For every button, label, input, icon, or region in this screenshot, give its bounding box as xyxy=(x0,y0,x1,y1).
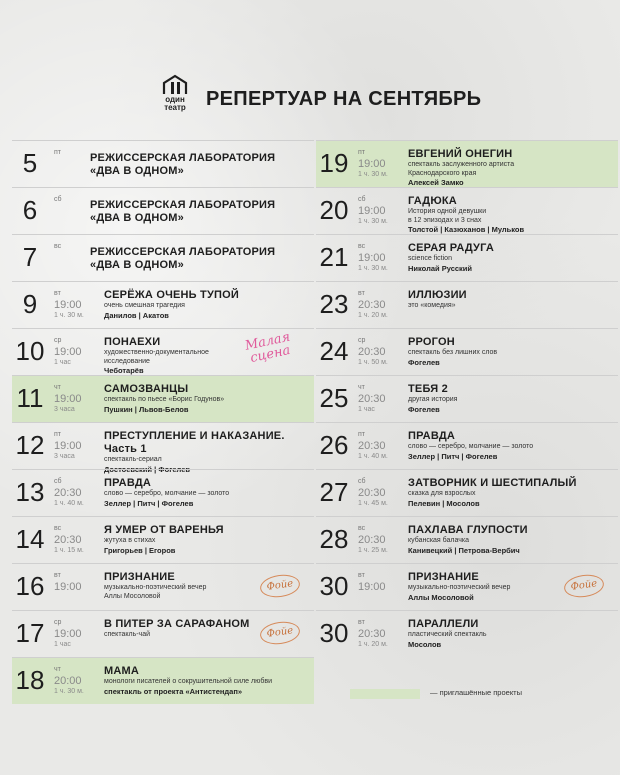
weekday: вт xyxy=(358,290,365,297)
day-number: 11 xyxy=(16,383,44,413)
performance-title: РЕЖИССЕРСКАЯ ЛАБОРАТОРИЯ «ДВА В ОДНОМ» xyxy=(90,199,276,224)
day-number: 7 xyxy=(22,242,38,272)
show-time: 20:30 xyxy=(358,299,386,311)
day-number: 6 xyxy=(22,195,38,225)
duration: 1 ч. 20 м. xyxy=(358,312,388,319)
performance-title: РРОГОН xyxy=(408,336,455,348)
show-time: 20:30 xyxy=(54,487,82,499)
performance-info xyxy=(104,289,310,320)
performance-title: ЗАТВОРНИК И ШЕСТИПАЛЫЙ xyxy=(408,477,577,489)
performance-title: ГАДЮКА xyxy=(408,195,457,207)
day-number: 13 xyxy=(15,477,45,507)
performance-title: В ПИТЕР ЗА САРАФАНОМ xyxy=(104,618,250,630)
performance-row[interactable] xyxy=(12,234,314,281)
performance-row[interactable] xyxy=(316,563,618,610)
weekday: ср xyxy=(358,337,366,344)
weekday: пт xyxy=(358,149,365,156)
day-number: 30 xyxy=(319,571,349,601)
performance-info xyxy=(408,195,614,234)
performance-title: Я УМЕР ОТ ВАРЕНЬЯ xyxy=(104,524,224,536)
performance-title: СЕРАЯ РАДУГА xyxy=(408,242,494,254)
day-number: 9 xyxy=(22,289,38,319)
performance-info xyxy=(104,665,310,696)
performance-title: ПРИЗНАНИЕ xyxy=(408,571,479,583)
performance-row[interactable] xyxy=(316,422,618,469)
performance-row[interactable] xyxy=(316,140,618,187)
show-time: 20:00 xyxy=(54,675,82,687)
day-number: 10 xyxy=(15,336,45,366)
performance-title: ПРАВДА xyxy=(408,430,455,442)
duration: 1 ч. 40 м. xyxy=(358,453,388,460)
performance-row[interactable] xyxy=(12,516,314,563)
performance-subtitle: История одной девушки в 12 эпизодах и 3 снах xyxy=(408,208,487,224)
repertoire-left-column xyxy=(12,140,314,704)
performance-row[interactable] xyxy=(316,375,618,422)
performance-row[interactable] xyxy=(12,469,314,516)
performance-info xyxy=(90,199,310,225)
performance-title: ИЛЛЮЗИИ xyxy=(408,289,467,301)
show-time: 19:00 xyxy=(358,252,386,264)
performance-row[interactable] xyxy=(12,657,314,704)
performance-row[interactable] xyxy=(316,328,618,375)
day-number: 16 xyxy=(15,571,45,601)
show-time: 19:00 xyxy=(54,628,82,640)
show-time: 20:30 xyxy=(358,346,386,358)
performance-row[interactable] xyxy=(316,516,618,563)
duration: 1 час xyxy=(358,406,375,413)
duration: 1 ч. 30 м. xyxy=(358,171,388,178)
performance-title: МАМА xyxy=(104,665,140,677)
duration: 3 часа xyxy=(54,453,75,460)
performance-info xyxy=(104,430,310,474)
day-number: 26 xyxy=(319,430,349,460)
performance-authors: Зеллер | Питч | Фогелев xyxy=(408,451,498,461)
performance-title: ЕВГЕНИЙ ОНЕГИН xyxy=(408,148,513,160)
show-time: 19:00 xyxy=(54,346,82,358)
performance-authors: Мосолов xyxy=(408,639,442,649)
performance-row[interactable] xyxy=(12,563,314,610)
performance-subtitle: сказка для взрослых xyxy=(408,490,476,497)
performance-subtitle: кубанская балачка xyxy=(408,537,469,544)
duration: 3 часа xyxy=(54,406,75,413)
performance-authors: Фогелев xyxy=(408,357,440,367)
performance-subtitle: художественно-документальное исследование xyxy=(104,349,209,365)
performance-row[interactable] xyxy=(12,328,314,375)
performance-authors: Зеллер | Питч | Фогелев xyxy=(104,498,194,508)
performance-subtitle: спектакль без лишних слов xyxy=(408,349,498,356)
show-time: 20:30 xyxy=(358,393,386,405)
page-title: РЕПЕРТУАР НА СЕНТЯБРЬ xyxy=(206,88,482,110)
performance-row[interactable] xyxy=(12,281,314,328)
performance-authors: Фогелев xyxy=(408,404,440,414)
show-time: 19:00 xyxy=(358,158,386,170)
weekday: вт xyxy=(358,572,365,579)
performance-authors: Данилов | Акатов xyxy=(104,310,169,320)
weekday: ср xyxy=(54,619,62,626)
performance-title: СЕРЁЖА ОЧЕНЬ ТУПОЙ xyxy=(104,289,239,301)
weekday: вс xyxy=(358,525,366,532)
duration: 1 ч. 30 м. xyxy=(54,312,84,319)
performance-title: ПРАВДА xyxy=(104,477,151,489)
duration: 1 ч. 25 м. xyxy=(358,547,388,554)
weekday: пт xyxy=(54,149,61,156)
performance-info xyxy=(90,246,310,272)
foyer-stamp: Фойе xyxy=(259,619,302,646)
show-time: 20:30 xyxy=(358,487,386,499)
performance-title: ТЕБЯ 2 xyxy=(408,383,448,395)
performance-row[interactable] xyxy=(12,610,314,657)
day-number: 5 xyxy=(22,148,38,178)
duration: 1 ч. 20 м. xyxy=(358,641,388,648)
theatre-house-icon xyxy=(160,74,190,96)
performance-info xyxy=(408,242,614,273)
logo-text: один театр xyxy=(164,95,186,112)
performance-authors: Пелевин | Мосолов xyxy=(408,498,480,508)
performance-authors: Канивецкий | Петрова-Вербич xyxy=(408,545,520,555)
duration: 1 ч. 30 м. xyxy=(54,688,84,695)
duration: 1 ч. 45 м. xyxy=(358,500,388,507)
performance-authors: Толстой | Казюханов | Мульков xyxy=(408,225,525,234)
duration: 1 ч. 30 м. xyxy=(358,265,388,272)
performance-info xyxy=(408,618,614,649)
performance-info xyxy=(408,289,614,311)
performance-title: ПАРАЛЛЕЛИ xyxy=(408,618,479,630)
day-number: 21 xyxy=(319,242,349,272)
day-number: 17 xyxy=(15,618,45,648)
show-time: 19:00 xyxy=(54,440,82,452)
performance-title: РЕЖИССЕРСКАЯ ЛАБОРАТОРИЯ «ДВА В ОДНОМ» xyxy=(90,152,276,177)
performance-subtitle: монологи писателей о сокрушительной силе любви xyxy=(104,678,272,685)
performance-title: ПОНАЕХИ xyxy=(104,336,161,348)
show-time: 20:30 xyxy=(54,534,82,546)
performance-info xyxy=(408,148,614,187)
duration: 1 час xyxy=(54,359,71,366)
performance-authors: Аллы Мосоловой xyxy=(408,592,474,602)
weekday: сб xyxy=(358,196,366,203)
performance-row[interactable] xyxy=(316,234,618,281)
performance-title: САМОЗВАНЦЫ xyxy=(104,383,189,395)
day-number: 25 xyxy=(319,383,349,413)
performance-subtitle: другая история xyxy=(408,396,458,403)
day-number: 20 xyxy=(319,195,349,225)
day-number: 23 xyxy=(319,289,349,319)
weekday: вс xyxy=(54,525,62,532)
weekday: сб xyxy=(54,478,62,485)
performance-row[interactable] xyxy=(316,187,618,234)
performance-row[interactable] xyxy=(316,469,618,516)
weekday: пт xyxy=(358,431,365,438)
performance-authors: Григорьев | Егоров xyxy=(104,545,176,555)
performance-info xyxy=(408,477,614,508)
performance-title: ПРЕСТУПЛЕНИЕ И НАКАЗАНИЕ. Часть 1 xyxy=(104,430,285,455)
performance-info xyxy=(408,430,614,461)
performance-row[interactable] xyxy=(12,375,314,422)
performance-subtitle: спектакль заслуженного артиста Краснодарского края xyxy=(408,161,515,177)
show-time: 19:00 xyxy=(54,393,82,405)
day-number: 12 xyxy=(15,430,45,460)
show-time: 19:00 xyxy=(54,299,82,311)
duration: 1 час xyxy=(54,641,71,648)
performance-info xyxy=(408,383,614,414)
performance-info xyxy=(104,524,310,555)
foyer-stamp: Фойе xyxy=(563,572,606,599)
performance-row[interactable] xyxy=(12,140,314,187)
performance-subtitle: жутуха в стихах xyxy=(104,537,156,544)
performance-subtitle: это «комедия» xyxy=(408,302,456,309)
weekday: пт xyxy=(54,431,61,438)
show-time: 20:30 xyxy=(358,440,386,452)
foyer-stamp: Фойе xyxy=(259,572,302,599)
day-number: 14 xyxy=(15,524,45,554)
performance-subtitle: слово — серебро, молчание — золото xyxy=(408,443,534,450)
weekday: вс xyxy=(54,243,62,250)
show-time: 19:00 xyxy=(54,581,82,593)
performance-subtitle: слово — серебро, молчание — золото xyxy=(104,490,230,497)
duration: 1 ч. 40 м. xyxy=(54,500,84,507)
performance-subtitle: пластический спектакль xyxy=(408,631,487,638)
show-time: 20:30 xyxy=(358,534,386,546)
performance-authors: спектакль от проекта «Антистендап» xyxy=(104,686,243,696)
day-number: 24 xyxy=(319,336,349,366)
weekday: сб xyxy=(358,478,366,485)
performance-authors: Пушкин | Львов-Белов xyxy=(104,404,189,414)
day-number: 28 xyxy=(319,524,349,554)
theatre-logo xyxy=(160,74,190,120)
performance-row[interactable] xyxy=(12,187,314,234)
performance-row[interactable] xyxy=(316,610,618,657)
performance-subtitle: музыкально-поэтический вечер Аллы Мосоловой xyxy=(104,584,207,600)
show-time: 19:00 xyxy=(358,581,386,593)
invited-projects-swatch xyxy=(350,689,420,699)
performance-authors: Алексей Замко xyxy=(408,178,464,187)
day-number: 18 xyxy=(15,665,45,695)
performance-info xyxy=(104,383,310,414)
performance-title: РЕЖИССЕРСКАЯ ЛАБОРАТОРИЯ «ДВА В ОДНОМ» xyxy=(90,246,276,271)
duration: 1 ч. 50 м. xyxy=(358,359,388,366)
weekday: ср xyxy=(54,337,62,344)
performance-subtitle: спектакль-чай xyxy=(104,631,150,638)
performance-row[interactable] xyxy=(12,422,314,474)
legend-text: — приглашённые проекты xyxy=(430,688,523,697)
duration: 1 ч. 15 м. xyxy=(54,547,84,554)
performance-subtitle: очень смешная трагедия xyxy=(104,302,185,309)
performance-info xyxy=(90,152,310,178)
repertoire-right-column xyxy=(316,140,618,657)
performance-authors: Чеботарёв xyxy=(104,366,144,375)
performance-row[interactable] xyxy=(316,281,618,328)
weekday: чт xyxy=(358,384,365,391)
performance-info xyxy=(104,477,310,508)
show-time: 20:30 xyxy=(358,628,386,640)
day-number: 19 xyxy=(319,148,349,178)
duration: 1 ч. 30 м. xyxy=(358,218,388,225)
show-time: 19:00 xyxy=(358,205,386,217)
performance-subtitle: музыкально-поэтический вечер xyxy=(408,584,511,591)
performance-subtitle: спектакль-сериал xyxy=(104,456,162,463)
weekday: сб xyxy=(54,196,62,203)
performance-authors: Достоевский | Фогелев xyxy=(104,464,190,474)
performance-title: ПРИЗНАНИЕ xyxy=(104,571,175,583)
weekday: чт xyxy=(54,666,61,673)
performance-info xyxy=(408,336,614,367)
day-number: 27 xyxy=(319,477,349,507)
weekday: вт xyxy=(54,290,61,297)
weekday: вт xyxy=(54,572,61,579)
performance-subtitle: спектакль по пьесе «Борис Годунов» xyxy=(104,396,225,403)
weekday: вс xyxy=(358,243,366,250)
performance-info xyxy=(408,524,614,555)
weekday: вт xyxy=(358,619,365,626)
performance-subtitle: science fiction xyxy=(408,255,452,262)
weekday: чт xyxy=(54,384,61,391)
day-number: 30 xyxy=(319,618,349,648)
performance-title: ПАХЛАВА ГЛУПОСТИ xyxy=(408,524,528,536)
small-stage-stamp: Малая сцена xyxy=(243,329,292,367)
performance-authors: Николай Русский xyxy=(408,263,473,273)
